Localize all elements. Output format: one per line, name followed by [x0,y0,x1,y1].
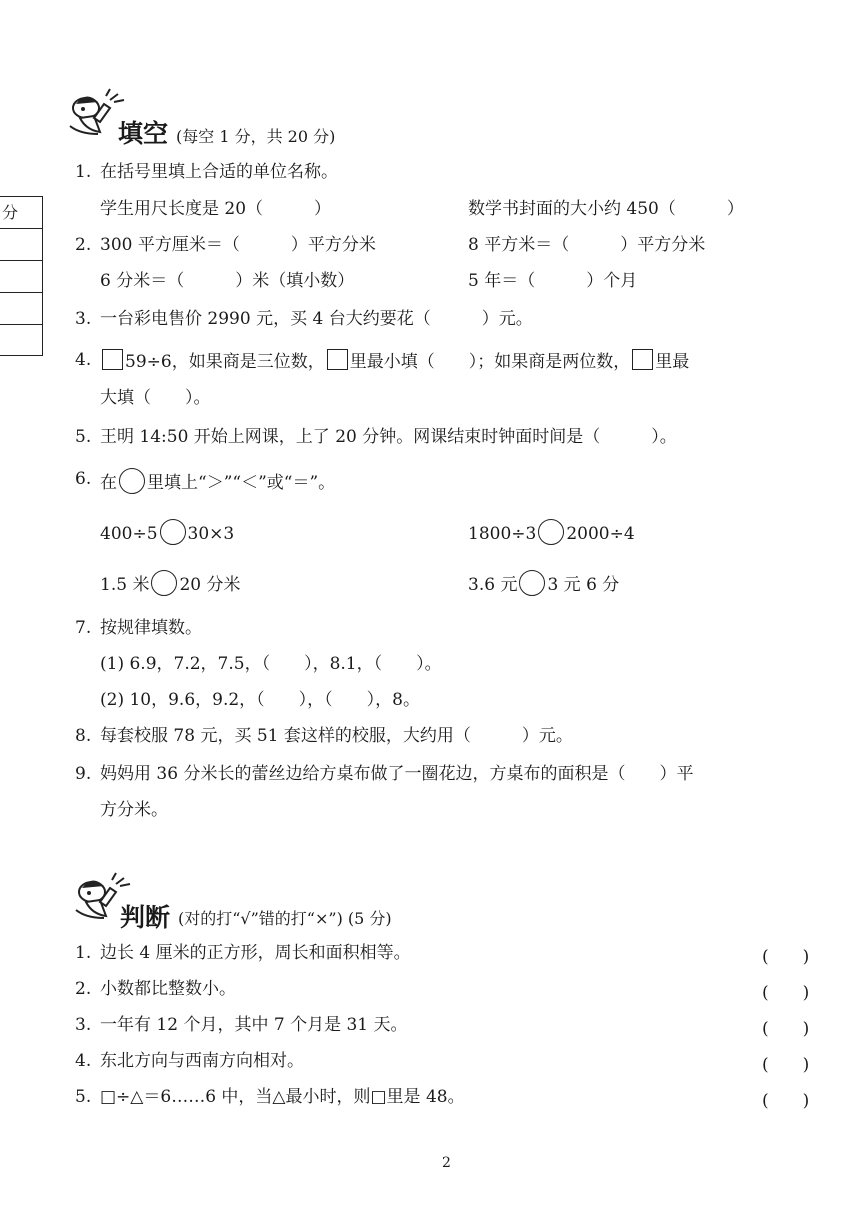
q2-b: 8 平方米＝（ ）平方分米 [468,235,706,255]
q3-text: 一台彩电售价 2990 元，买 4 台大约要花（ ）元。 [100,309,533,329]
judge-2-answer: ( ) [762,983,810,1003]
judge-1-answer: ( ) [762,947,810,967]
q8-number: 8. [75,726,92,746]
blank-box [632,349,653,370]
q6-text [100,468,335,494]
blank-box [327,349,348,370]
blank-circle [519,570,545,596]
q2-c: 6 分米＝（ ）米（填小数） [100,271,355,291]
q6-c: 1.5 米 20 分米 [100,570,241,596]
section1-title: 填空 [118,119,169,148]
q2-number: 2. [75,235,92,255]
judge-5-answer: ( ) [762,1091,810,1111]
page-number: 2 [442,1155,451,1171]
judge-3-answer: ( ) [762,1019,810,1039]
q7-text: 按规律填数。 [100,618,202,638]
blank-circle [160,519,186,545]
judge-1-text: 边长 4 厘米的正方形，周长和面积相等。 [100,943,411,963]
judge-1-number: 1. [75,943,92,963]
q1-b: 数学书封面的大小约 450（ ） [468,199,744,219]
q4-number: 4. [75,350,92,370]
section2-title: 判断 [120,903,171,932]
q6-a: 400÷5 30×3 [100,519,234,545]
q6-part2: 里填上“＞”“＜”或“＝”。 [147,473,336,493]
score-table-label: 分 [2,203,19,222]
q4-line2: 大填（ ）。 [100,388,211,408]
judge-2-number: 2. [75,979,92,999]
blank-box [102,349,123,370]
judge-4-number: 4. [75,1051,92,1071]
judge-2-text: 小数都比整数小。 [100,979,236,999]
q1-number: 1. [75,162,92,182]
judge-3-text: 一年有 12 个月，其中 7 个月是 31 天。 [100,1015,408,1035]
q9-line2: 方分米。 [100,800,168,820]
judge-4-answer: ( ) [762,1055,810,1075]
q2-a: 300 平方厘米＝（ ）平方分米 [100,235,376,255]
q3-number: 3. [75,309,92,329]
q1-text: 在括号里填上合适的单位名称。 [100,162,338,182]
q4-part1: 59÷6，如果商是三位数， [125,352,325,372]
q5-text: 王明 14:50 开始上网课，上了 20 分钟。网课结束时钟面时间是（ ）。 [100,427,677,447]
q5-number: 5. [75,427,92,447]
q6-part1: 在 [100,473,117,493]
q6-number: 6. [75,469,92,489]
section1-note: (每空 1 分，共 20 分) [176,127,336,146]
q9-number: 9. [75,764,92,784]
q9-line1: 妈妈用 36 分米长的蕾丝边给方桌布做了一圈花边，方桌布的面积是（ ）平 [100,764,694,784]
judge-5-number: 5. [75,1087,92,1107]
judge-4-text: 东北方向与西南方向相对。 [100,1051,304,1071]
q2-d: 5 年＝（ ）个月 [468,271,638,291]
judge-5-text: □÷△＝6……6 中，当△最小时，则□里是 48。 [100,1087,465,1107]
q1-a: 学生用尺长度是 20（ ） [100,199,332,219]
judge-3-number: 3. [75,1015,92,1035]
q7-b: (2) 10，9.6，9.2，（ ），（ ），8。 [100,690,421,710]
q4-part3: 里最 [655,352,690,372]
q4-line1 [100,349,689,373]
blank-circle [119,468,145,494]
q8-text: 每套校服 78 元，买 51 套这样的校服，大约用（ ）元。 [100,726,573,746]
q7-a: (1) 6.9，7.2，7.5，（ ），8.1，（ ）。 [100,654,442,674]
section2-note: (对的打“√”错的打“×”) (5 分) [178,909,392,928]
blank-circle [538,519,564,545]
q4-part2: 里最小填（ ）；如果商是两位数， [349,352,631,372]
q6-b: 1800÷3 2000÷4 [468,519,635,545]
blank-circle [151,570,177,596]
q7-number: 7. [75,618,92,638]
q6-d: 3.6 元 3 元 6 分 [468,570,619,596]
